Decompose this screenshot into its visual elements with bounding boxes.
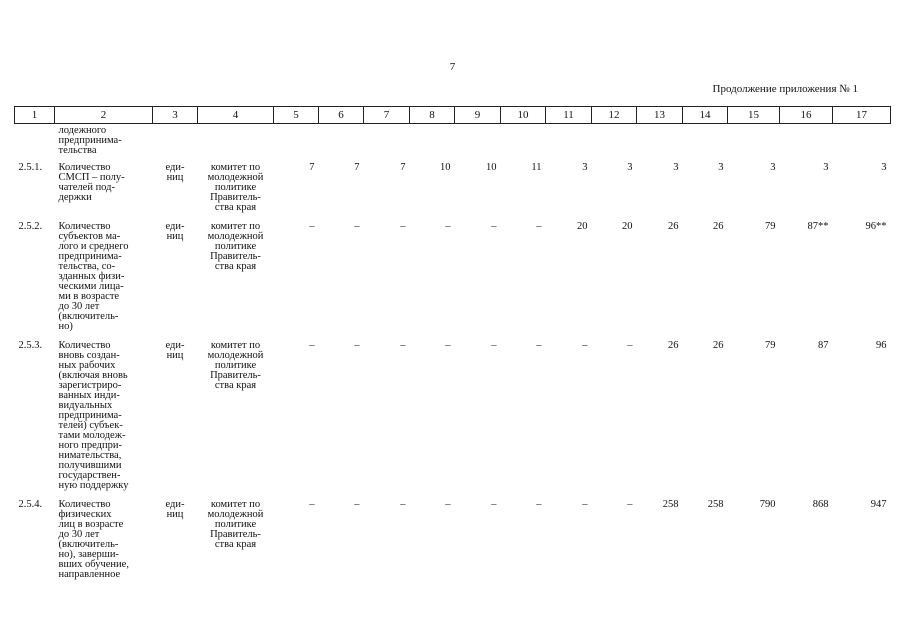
- column-header: 17: [833, 107, 891, 124]
- value-cell: 10: [486, 162, 497, 173]
- table-row: [15, 217, 891, 336]
- value-cell: 7: [400, 162, 406, 173]
- value-cell: 87**: [807, 221, 829, 232]
- indicators-table: [14, 106, 891, 584]
- executor-cell: комитет по молодежной политике Правитель- ства края: [207, 340, 264, 391]
- column-header: 14: [683, 107, 728, 124]
- continued-row: [15, 124, 891, 159]
- value-cell: –: [536, 340, 542, 351]
- column-header: 16: [780, 107, 833, 124]
- unit-cell: еди- ниц: [165, 499, 185, 520]
- indicator-name: Количество СМСП – полу- чателей под- держки: [58, 162, 125, 203]
- column-header: 9: [455, 107, 501, 124]
- value-cell: 3: [718, 162, 724, 173]
- value-cell: 3: [582, 162, 588, 173]
- executor-cell: комитет по молодежной политике Правитель- ства края: [207, 499, 264, 550]
- unit-cell: еди- ниц: [165, 340, 185, 361]
- value-cell: –: [491, 499, 497, 510]
- table-row: [15, 495, 891, 584]
- value-cell: 26: [668, 221, 679, 232]
- row-number: 2.5.3.: [18, 340, 43, 351]
- value-cell: –: [400, 340, 406, 351]
- value-cell: –: [491, 221, 497, 232]
- column-header: 8: [410, 107, 455, 124]
- value-cell: 20: [577, 221, 588, 232]
- column-header: 6: [319, 107, 364, 124]
- value-cell: 3: [823, 162, 829, 173]
- table-row: [15, 336, 891, 495]
- column-header: 11: [546, 107, 592, 124]
- value-cell: 79: [765, 221, 776, 232]
- value-cell: 26: [668, 340, 679, 351]
- continuation-label: Продолжение приложения № 1: [712, 83, 858, 95]
- indicator-name: Количество вновь создан- ных рабочих (включая вновь зарегистриро- ванных инди- видуальных предпринима- телей) субъек- тами молодеж- ного предпри- нимательства, получившими государствен- ную поддержку: [58, 340, 129, 491]
- value-cell: 947: [870, 499, 887, 510]
- value-cell: –: [354, 340, 360, 351]
- indicator-name: Количество физических лиц в возрасте до 30 лет (включитель- но), заверши- вших обучение, направленное: [58, 499, 129, 580]
- value-cell: 10: [440, 162, 451, 173]
- column-header: 12: [592, 107, 637, 124]
- value-cell: 258: [662, 499, 679, 510]
- page-number: 7: [449, 61, 456, 73]
- value-cell: –: [400, 221, 406, 232]
- column-header: 13: [637, 107, 683, 124]
- value-cell: –: [627, 340, 633, 351]
- column-header: 7: [364, 107, 410, 124]
- value-cell: 20: [622, 221, 633, 232]
- value-cell: 79: [765, 340, 776, 351]
- value-cell: 96: [876, 340, 887, 351]
- value-cell: –: [354, 499, 360, 510]
- value-cell: 3: [673, 162, 679, 173]
- value-cell: –: [445, 499, 451, 510]
- continued-indicator-text: лодежного предпринима- тельства: [58, 125, 122, 156]
- value-cell: 3: [627, 162, 633, 173]
- column-header: 2: [55, 107, 153, 124]
- row-number: 2.5.4.: [18, 499, 43, 510]
- column-header: 15: [728, 107, 780, 124]
- column-header: 4: [198, 107, 274, 124]
- value-cell: –: [309, 221, 315, 232]
- column-header: 10: [501, 107, 546, 124]
- value-cell: –: [309, 499, 315, 510]
- column-header: 1: [15, 107, 55, 124]
- value-cell: 87: [818, 340, 829, 351]
- row-number: 2.5.2.: [18, 221, 43, 232]
- value-cell: –: [491, 340, 497, 351]
- value-cell: –: [309, 340, 315, 351]
- value-cell: 258: [707, 499, 724, 510]
- value-cell: –: [627, 499, 633, 510]
- value-cell: 96**: [865, 221, 887, 232]
- row-number: 2.5.1.: [18, 162, 43, 173]
- value-cell: 7: [309, 162, 315, 173]
- value-cell: –: [354, 221, 360, 232]
- value-cell: 11: [531, 162, 542, 173]
- value-cell: –: [582, 340, 588, 351]
- value-cell: 26: [713, 221, 724, 232]
- value-cell: 3: [881, 162, 887, 173]
- value-cell: 868: [812, 499, 829, 510]
- column-header: 5: [274, 107, 319, 124]
- table-row: [15, 158, 891, 217]
- unit-cell: еди- ниц: [165, 162, 185, 183]
- value-cell: –: [445, 340, 451, 351]
- value-cell: 26: [713, 340, 724, 351]
- value-cell: –: [536, 221, 542, 232]
- value-cell: 790: [759, 499, 776, 510]
- column-number-row: [15, 107, 891, 124]
- unit-cell: еди- ниц: [165, 221, 185, 242]
- value-cell: –: [536, 499, 542, 510]
- value-cell: 7: [354, 162, 360, 173]
- column-header: 3: [153, 107, 198, 124]
- executor-cell: комитет по молодежной политике Правитель- ства края: [207, 221, 264, 272]
- value-cell: –: [445, 221, 451, 232]
- value-cell: –: [582, 499, 588, 510]
- indicator-name: Количество субъектов ма- лого и среднего предпринима- тельства, со- зданных физи- ческими лица- ми в возрасте до 30 лет (включитель- но): [58, 221, 129, 332]
- value-cell: 3: [770, 162, 776, 173]
- value-cell: –: [400, 499, 406, 510]
- executor-cell: комитет по молодежной политике Правитель- ства края: [207, 162, 264, 213]
